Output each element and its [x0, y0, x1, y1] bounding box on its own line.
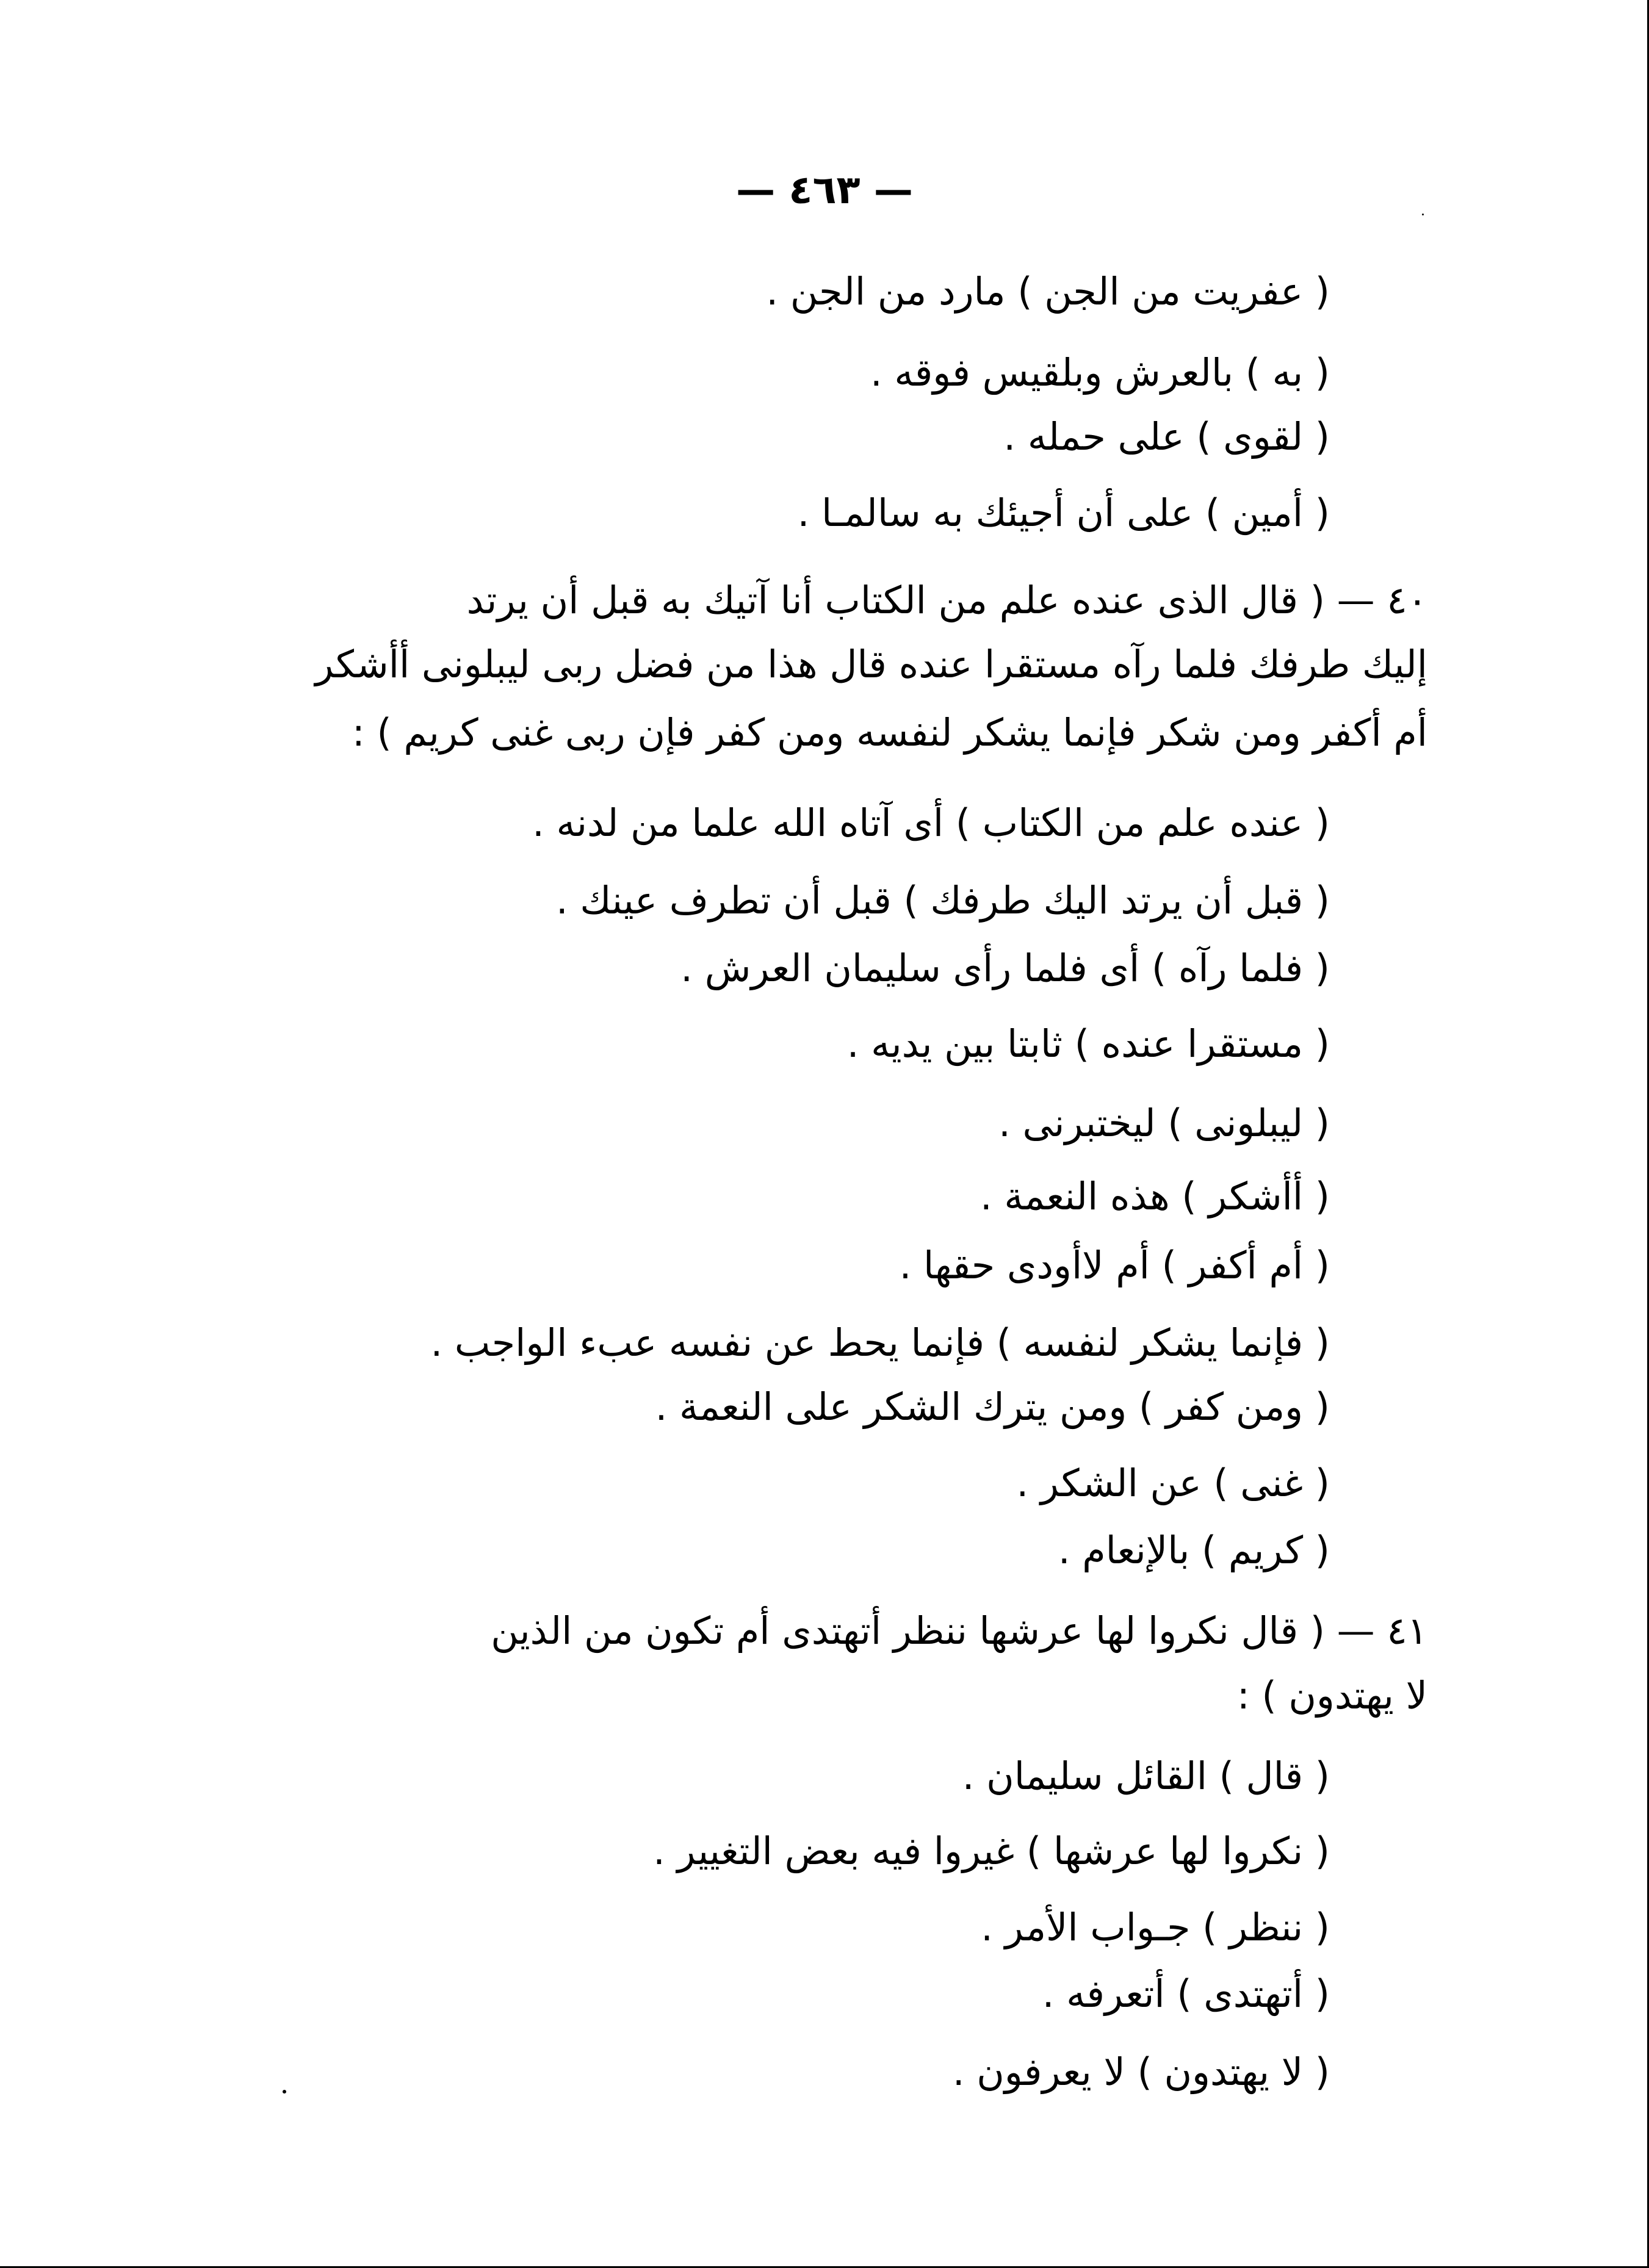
gloss-line: ( ننظر ) جـواب الأمر .	[981, 1905, 1330, 1949]
gloss-line: ( أمين ) على أن أجيئك به سالمـا .	[797, 491, 1330, 535]
gloss-line: ( ومن كفر ) ومن يترك الشكر على النعمة .	[655, 1384, 1330, 1429]
gloss-line: ( ليبلونى ) ليختبرنى .	[998, 1101, 1330, 1145]
gloss-line: ( نكروا لها عرشها ) غيروا فيه بعض التغيير .	[653, 1829, 1330, 1873]
gloss-line: ( أأشكر ) هذه النعمة .	[980, 1174, 1330, 1219]
gloss-line: ( به ) بالعرش وبلقيس فوقه .	[870, 350, 1330, 395]
gloss-line: ( قال ) القائل سليمان .	[962, 1754, 1330, 1798]
gloss-line: ( أتهتدى ) أتعرفه .	[1042, 1971, 1330, 2016]
scan-speck	[1422, 214, 1424, 215]
gloss-line: ( كريم ) بالإنعام .	[1058, 1528, 1330, 1572]
verse-paragraph-line: أم أكفر ومن شكر فإنما يشكر لنفسه ومن كفر فإن ربى غنى كريم ) :	[352, 710, 1427, 755]
scan-speck	[283, 2090, 286, 2093]
gloss-line: ( لا يهتدون ) لا يعرفون .	[952, 2050, 1330, 2094]
gloss-line: ( أم أكفر ) أم لاأودى حقها .	[899, 1243, 1330, 1287]
gloss-line: ( فإنما يشكر لنفسه ) فإنما يحط عن نفسه عبء الواجب .	[430, 1320, 1330, 1365]
gloss-line: ( لقوى ) على حمله .	[1003, 414, 1330, 459]
page-number: — ٤٦٣ —	[736, 168, 913, 213]
gloss-line: ( عفريت من الجن ) مارد من الجن .	[766, 269, 1330, 314]
gloss-line: ( غنى ) عن الشكر .	[1016, 1461, 1330, 1505]
gloss-line: ( قبل أن يرتد اليك طرفك ) قبل أن تطرف عينك .	[555, 878, 1330, 923]
verse-paragraph-line: ٤٠ — ( قال الذى عنده علم من الكتاب أنا آتيك به قبل أن يرتد	[466, 578, 1427, 622]
gloss-line: ( عنده علم من الكتاب ) أى آتاه الله علما من لدنه .	[532, 801, 1330, 845]
verse-paragraph-line: لا يهتدون ) :	[1236, 1673, 1427, 1718]
gloss-line: ( فلما رآه ) أى فلما رأى سليمان العرش .	[680, 946, 1330, 990]
gloss-line: ( مستقرا عنده ) ثابتا بين يديه .	[846, 1021, 1330, 1066]
verse-paragraph-line: ٤١ — ( قال نكروا لها عرشها ننظر أتهتدى أم تكون من الذين	[491, 1608, 1427, 1653]
verse-paragraph-line: إليك طرفك فلما رآه مستقرا عنده قال هذا من فضل ربى ليبلونى أأشكر	[315, 642, 1427, 686]
